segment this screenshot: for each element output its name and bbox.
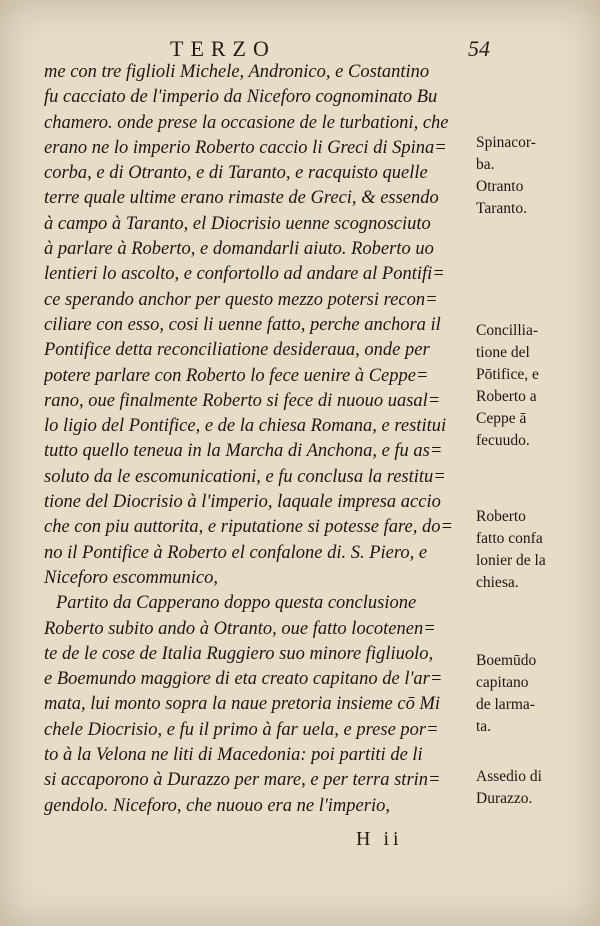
note-line: Roberto a <box>476 388 537 405</box>
text-line: tione del Diocrisio à l'imperio, laquale impresa accio <box>44 492 441 513</box>
note-line: lonier de la <box>476 552 546 569</box>
note-line: Durazzo. <box>476 790 533 807</box>
note-line: Taranto. <box>476 200 527 217</box>
note-line: capitano <box>476 674 529 691</box>
signature-mark: H ii <box>356 828 403 850</box>
marginal-notes <box>470 0 596 926</box>
text-line: lentieri lo ascolto, e confortollo ad andare al Pontifi= <box>44 264 445 285</box>
text-line: te de le cose de Italia Ruggiero suo minore figliuolo, <box>44 643 434 664</box>
text-line: fu cacciato de l'imperio da Niceforo cognominato Bu <box>44 87 438 108</box>
text-line: erano ne lo imperio Roberto caccio li Greci di Spina= <box>44 137 447 158</box>
note-line: Ceppe ā <box>476 410 527 427</box>
note-line: ta. <box>476 718 492 735</box>
marginal-note-boemundo <box>476 650 594 738</box>
note-line: Concillia- <box>476 322 538 339</box>
text-line: chamero. onde prese la occasione de le turbationi, che <box>44 112 449 133</box>
text-line: corba, e di Otranto, e di Taranto, e racquisto quelle <box>44 163 428 184</box>
text-line: lo ligio del Pontifice, e de la chiesa Romana, e restitui <box>44 416 447 437</box>
text-line: à campo à Taranto, el Diocrisio uenne scognosciuto <box>44 213 431 234</box>
marginal-note-reconciliation <box>476 320 594 452</box>
text-line: e Boemundo maggiore di eta creato capitano de l'ar= <box>44 669 443 690</box>
note-line: fatto confa <box>476 530 543 547</box>
note-line: ba. <box>476 156 495 173</box>
marginal-note-durazzo <box>476 766 594 810</box>
note-line: Boemūdo <box>476 652 537 669</box>
running-head: TERZO <box>170 36 276 61</box>
text-line: to à la Velona ne liti di Macedonia: poi partiti de li <box>44 745 423 766</box>
text-line: soluto da le escomunicationi, e fu conclusa la restitu= <box>44 466 446 487</box>
main-text-block <box>44 60 476 819</box>
text-line: Roberto subito ando à Otranto, oue fatto locotenen= <box>44 618 436 639</box>
text-line: che con piu auttorita, e riputatione si potesse fare, do= <box>44 517 453 538</box>
marginal-note-gonfalonier <box>476 506 594 594</box>
text-line: rano, oue finalmente Roberto si fece di nuouo uasal= <box>44 390 441 411</box>
text-line-paragraph-start: Partito da Capperano doppo questa conclusione <box>56 593 417 614</box>
text-line: chele Diocrisio, e fu il primo à far uela, e prese por= <box>44 719 439 740</box>
text-line: potere parlare con Roberto lo fece uenire à Ceppe= <box>44 365 429 386</box>
marginal-note-spinacorba <box>476 132 594 220</box>
text-line: mata, lui monto sopra la naue pretoria insieme cō Mi <box>44 694 441 715</box>
note-line: Pōtifice, e <box>476 366 539 383</box>
note-line: Spinacor- <box>476 134 536 151</box>
note-line: de larma- <box>476 696 535 713</box>
text-line: gendolo. Niceforo, che nuouo era ne l'imperio, <box>44 795 390 816</box>
text-line: si accaporono à Durazzo per mare, e per terra strin= <box>44 770 441 791</box>
text-line: Niceforo escommunico, <box>44 567 218 588</box>
note-line: tione del <box>476 344 530 361</box>
text-line: Pontifice detta reconciliatione desideraua, onde per <box>44 340 430 361</box>
text-line: à parlare à Roberto, e domandarli aiuto. Roberto uo <box>44 239 434 260</box>
text-line: ciliare con esso, cosi li uenne fatto, perche anchora il <box>44 314 441 335</box>
note-line: Otranto <box>476 178 524 195</box>
note-line: chiesa. <box>476 574 519 591</box>
page-number: 54 <box>468 36 490 61</box>
note-line: fecuudo. <box>476 432 530 449</box>
note-line: Assedio di <box>476 768 542 785</box>
note-line: Roberto <box>476 508 526 525</box>
text-line: no il Pontifice à Roberto el confalone di. S. Piero, e <box>44 542 428 563</box>
text-line: terre quale ultime erano rimaste de Greci, & essendo <box>44 188 439 209</box>
text-line: tutto quello teneua in la Marcha di Anchona, e fu as= <box>44 441 443 462</box>
text-line: me con tre figlioli Michele, Andronico, e Costantino <box>44 62 430 82</box>
text-line: ce sperando anchor per questo mezzo potersi recon= <box>44 289 438 310</box>
